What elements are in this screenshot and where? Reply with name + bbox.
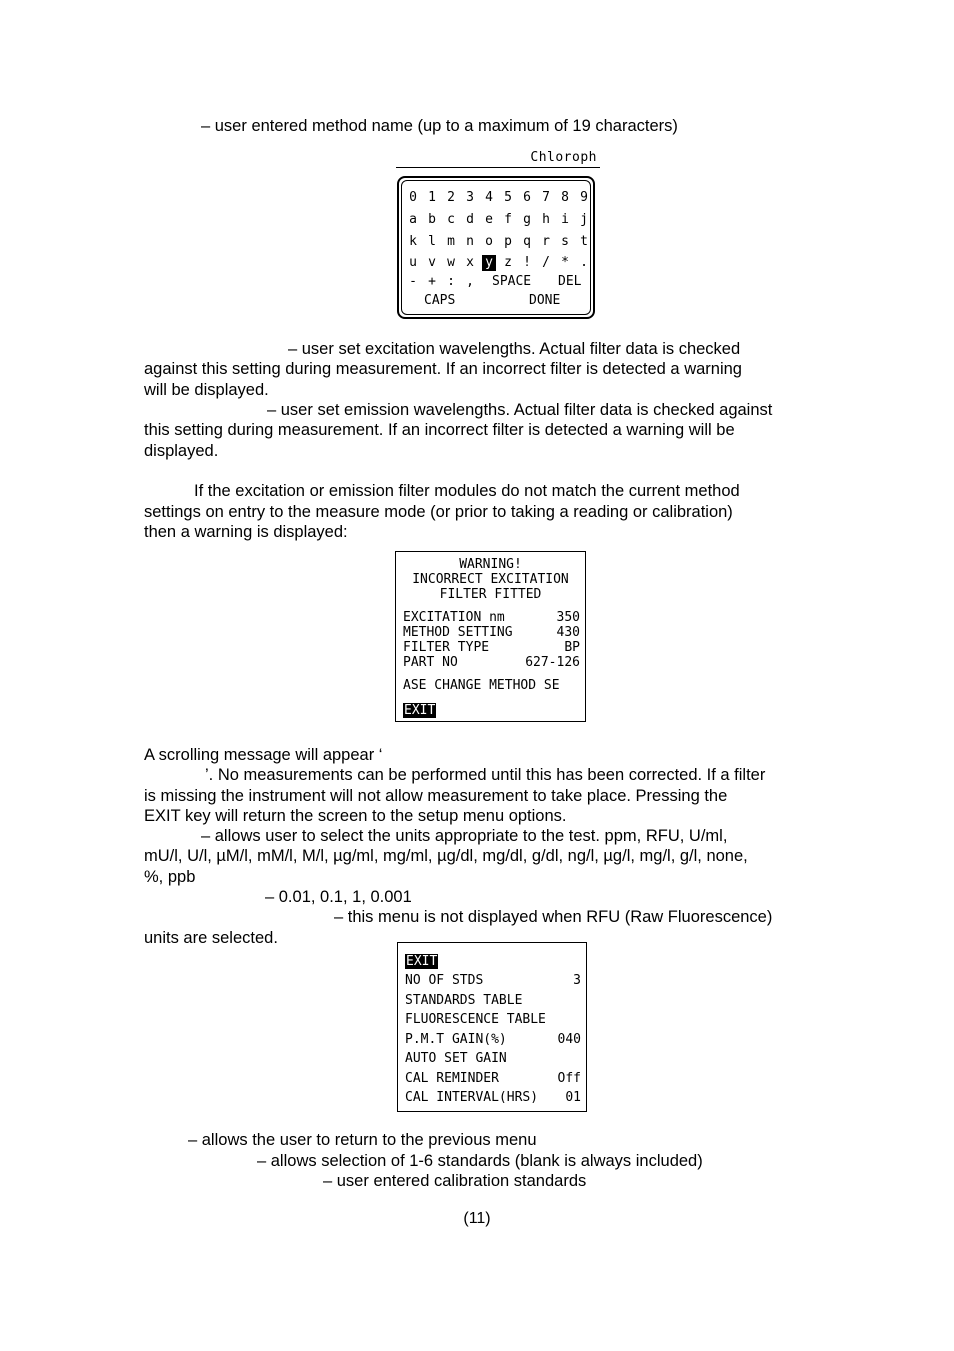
scrolling-message: ASE CHANGE METHOD SE — [403, 678, 560, 693]
key[interactable]: / — [542, 255, 550, 270]
key[interactable]: i — [561, 212, 569, 227]
exit-button[interactable] — [403, 703, 436, 718]
key[interactable]: 1 — [428, 190, 436, 205]
key[interactable]: v — [428, 255, 436, 270]
warning-line-1: INCORRECT EXCITATION — [412, 572, 569, 587]
key[interactable]: . — [580, 255, 588, 270]
warning-row-value: 350 — [556, 610, 580, 625]
key[interactable]: 0 — [409, 190, 417, 205]
body-text-line: against this setting during measurement. If an incorrect filter is detected a warning — [144, 360, 742, 378]
calibration-description: – this menu is not displayed when RFU (Raw Fluorescence) — [334, 908, 773, 926]
key[interactable]: + — [428, 274, 436, 289]
method-name-description: – user entered method name (up to a maximum of 19 characters) — [201, 117, 678, 135]
warning-row-value: 627-126 — [525, 655, 580, 670]
key[interactable]: o — [485, 234, 493, 249]
menu-item-value: Off — [557, 1071, 581, 1086]
filter-warning-screen — [395, 551, 586, 722]
body-text-line: is missing the instrument will not allow measurement to take place. Pressing the — [144, 787, 728, 805]
key[interactable]: d — [466, 212, 474, 227]
menu-item-value: 3 — [573, 973, 581, 988]
body-text-line: %, ppb — [144, 868, 196, 886]
body-text-line: If the excitation or emission filter modules do not match the current method — [194, 482, 740, 500]
menu-item-pmt-gain[interactable]: P.M.T GAIN(%) — [405, 1032, 507, 1047]
excitation-description: – user set excitation wavelengths. Actual filter data is checked — [288, 340, 741, 358]
entered-method-name: Chloroph — [530, 150, 597, 165]
key[interactable]: ! — [523, 255, 531, 270]
menu-item-auto-set-gain[interactable]: AUTO SET GAIN — [405, 1051, 507, 1066]
body-text-line: will be displayed. — [144, 381, 269, 399]
done-key[interactable]: DONE — [529, 293, 561, 308]
body-text-line: mU/l, U/l, µM/l, mM/l, M/l, µg/ml, mg/ml, µg/dl, mg/dl, g/dl, ng/l, µg/l, mg/l, g/l, none, — [144, 847, 748, 865]
exit-label: EXIT — [406, 954, 438, 969]
key[interactable]: p — [504, 234, 512, 249]
character-keyboard-screen — [397, 176, 595, 319]
key[interactable]: w — [447, 255, 455, 270]
warning-row-label: FILTER TYPE — [403, 640, 490, 655]
key[interactable]: f — [504, 212, 512, 227]
body-text-line: this setting during measurement. If an incorrect filter is detected a warning will be — [144, 421, 735, 439]
key[interactable]: , — [466, 274, 474, 289]
key[interactable]: l — [428, 234, 436, 249]
exit-button[interactable] — [405, 954, 438, 970]
body-text-line: units are selected. — [144, 929, 278, 947]
body-text-line: displayed. — [144, 442, 219, 460]
body-text-line: settings on entry to the measure mode (or prior to taking a reading or calibration) — [144, 503, 733, 521]
body-text-line: then a warning is displayed: — [144, 523, 348, 541]
selected-key[interactable]: y — [482, 255, 496, 271]
resolution-description: – 0.01, 0.1, 1, 0.001 — [265, 888, 412, 906]
key[interactable]: : — [447, 274, 455, 289]
menu-item-fluorescence-table[interactable]: FLUORESCENCE TABLE — [405, 1012, 546, 1027]
menu-item-value: 01 — [565, 1090, 581, 1105]
body-text-line: ’. No measurements can be performed until this has been corrected. If a filter — [205, 766, 766, 784]
key[interactable]: 7 — [542, 190, 550, 205]
key[interactable]: 3 — [466, 190, 474, 205]
key[interactable]: 9 — [580, 190, 588, 205]
warning-row-value: BP — [564, 640, 580, 655]
warning-row-value: 430 — [556, 625, 580, 640]
warning-title: WARNING! — [459, 557, 522, 572]
calibration-menu-screen — [397, 942, 587, 1112]
key[interactable]: m — [447, 234, 455, 249]
body-text-line: A scrolling message will appear ‘ — [144, 746, 383, 764]
key[interactable]: - — [409, 274, 417, 289]
method-name-entry-field — [396, 150, 600, 168]
menu-item-cal-reminder[interactable]: CAL REMINDER — [405, 1071, 499, 1086]
key[interactable]: e — [485, 212, 493, 227]
key[interactable]: * — [561, 255, 569, 270]
key[interactable]: 8 — [561, 190, 569, 205]
exit-description: – allows the user to return to the previous menu — [188, 1131, 537, 1149]
menu-item-cal-interval[interactable]: CAL INTERVAL(HRS) — [405, 1090, 539, 1105]
warning-row-label: PART NO — [403, 655, 458, 670]
key[interactable]: 4 — [485, 190, 493, 205]
space-key[interactable]: SPACE — [492, 274, 532, 289]
units-description: – allows user to select the units appropriate to the test. ppm, RFU, U/ml, — [201, 827, 728, 845]
warning-row-label: METHOD SETTING — [403, 625, 513, 640]
exit-label: EXIT — [404, 703, 436, 718]
key[interactable]: a — [409, 212, 417, 227]
key[interactable]: c — [447, 212, 455, 227]
standards-table-description: – user entered calibration standards — [323, 1172, 587, 1190]
key[interactable]: b — [428, 212, 436, 227]
page-number: (11) — [463, 1210, 491, 1227]
menu-item-value: 040 — [557, 1032, 581, 1047]
key[interactable]: u — [409, 255, 417, 270]
body-text-line: EXIT key will return the screen to the setup menu options. — [144, 807, 567, 825]
key[interactable]: s — [561, 234, 569, 249]
menu-item-no-of-stds[interactable]: NO OF STDS — [405, 973, 484, 988]
caps-key[interactable]: CAPS — [424, 293, 456, 308]
no-of-stds-description: – allows selection of 1-6 standards (blank is always included) — [257, 1152, 703, 1170]
key[interactable]: r — [542, 234, 550, 249]
emission-description: – user set emission wavelengths. Actual filter data is checked against — [267, 401, 773, 419]
key[interactable]: z — [504, 255, 512, 270]
key[interactable]: 6 — [523, 190, 531, 205]
key[interactable]: t — [580, 234, 588, 249]
menu-item-standards-table[interactable]: STANDARDS TABLE — [405, 993, 523, 1008]
key[interactable]: j — [580, 212, 588, 227]
key[interactable]: n — [466, 234, 474, 249]
warning-line-2: FILTER FITTED — [439, 587, 542, 602]
key[interactable]: g — [523, 212, 531, 227]
key[interactable]: x — [466, 255, 474, 270]
key[interactable]: q — [523, 234, 531, 249]
key[interactable]: 2 — [447, 190, 455, 205]
warning-row-label: EXCITATION nm — [403, 610, 505, 625]
key[interactable]: k — [409, 234, 417, 249]
key[interactable]: 5 — [504, 190, 512, 205]
delete-key[interactable]: DEL — [558, 274, 582, 289]
key[interactable]: h — [542, 212, 550, 227]
